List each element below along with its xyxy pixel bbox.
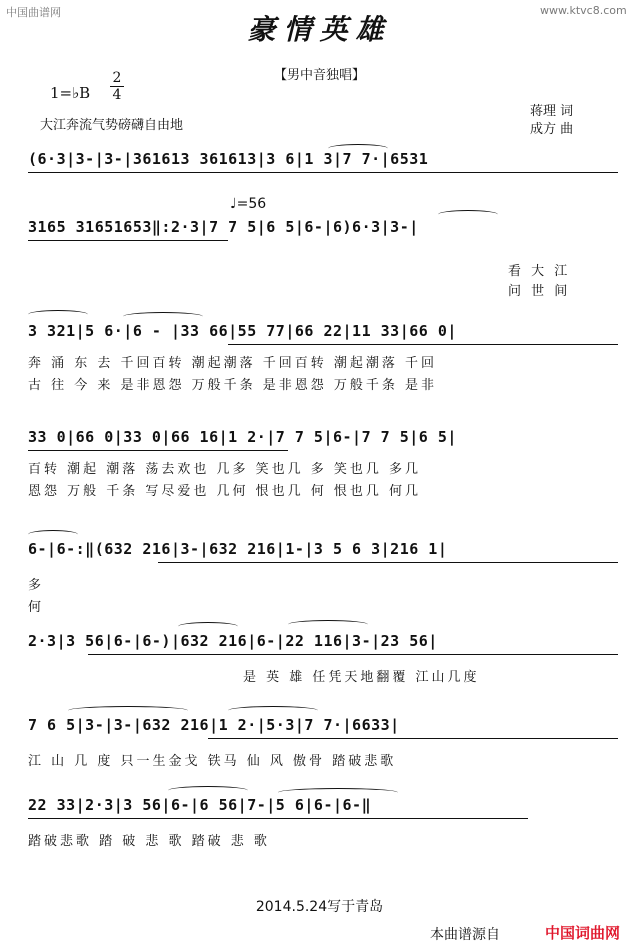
notation-line: 22 33|2·3|3 56|6-|6 56|7-|5 6|6-|6-‖ xyxy=(28,796,372,814)
lyric-verse-1: 是 英 雄 任凭天地翻覆 江山几度 xyxy=(243,670,480,685)
meter-top: 2 xyxy=(112,70,122,86)
lyric-verse-2: 恩怨 万般 千条 写尽爱也 几何 恨也几 何 恨也几 何几 xyxy=(28,484,422,499)
lyric-verse-1: 百转 潮起 潮落 荡去欢也 几多 笑也几 多 笑也几 多几 xyxy=(28,462,422,477)
lyric-verse-2: 何 xyxy=(28,600,45,615)
score-system-5 xyxy=(28,540,618,615)
score-system-3 xyxy=(28,322,618,393)
score-system-1 xyxy=(28,150,618,168)
notation-line: 2·3|3 56|6-|6-)|632 216|6-|22 116|3-|23 56| xyxy=(28,632,438,650)
brand-link[interactable]: 中国词曲网 xyxy=(545,924,621,942)
notation-line: 33 0|66 0|33 0|66 16|1 2·|7 7 5|6-|7 7 5|6 5| xyxy=(28,428,457,446)
notation-line: 3 321|5 6·|6 - |33 66|55 77|66 22|11 33|66 0| xyxy=(28,322,457,340)
watermark-right: www.ktvc8.com xyxy=(540,4,627,17)
lyric-verse-1: 江 山 几 度 只一生金戈 铁马 仙 风 傲骨 踏破悲歌 xyxy=(28,754,397,769)
lyric-verse-1: 奔 涌 东 去 千回百转 潮起潮落 千回百转 潮起潮落 千回 xyxy=(28,356,438,371)
notation-line: 3165 31651653‖:2·3|7 7 5|6 5|6-|6)6·3|3-| xyxy=(28,218,419,236)
watermark-left: 中国曲谱网 xyxy=(6,6,61,19)
lyric-verse-1: 踏破悲歌 踏 破 悲 歌 踏破 悲 歌 xyxy=(28,834,270,849)
source-label: 本曲谱源自 xyxy=(430,927,500,943)
key-signature: 1=♭B xyxy=(50,84,91,102)
meter-bottom: 4 xyxy=(110,86,124,103)
score-system-4 xyxy=(28,428,618,499)
score-system-2 xyxy=(28,218,618,299)
lyric-verse-1: 看 大 江 xyxy=(508,264,571,279)
composer-credit: 成方 曲 xyxy=(530,122,574,137)
notation-line: (6·3|3-|3-|361613 361613|3 6|1 3|7 7·|6531 xyxy=(28,150,429,168)
time-signature xyxy=(110,70,124,103)
score-system-7 xyxy=(28,716,618,769)
lyric-verse-2: 问 世 间 xyxy=(508,284,571,299)
lyric-verse-2: 古 往 今 来 是非恩怨 万般千条 是非恩怨 万般千条 是非 xyxy=(28,378,438,393)
tempo-marking: ♩=56 xyxy=(230,196,267,212)
notation-line: 6-|6-:‖(632 216|3-|632 216|1-|3 5 6 3|216 1| xyxy=(28,540,448,558)
song-title: 豪情英雄 xyxy=(247,13,392,46)
composition-date: 2014.5.24写于青岛 xyxy=(255,899,384,915)
notation-line: 7 6 5|3-|3-|632 216|1 2·|5·3|7 7·|6633| xyxy=(28,716,400,734)
lyricist-credit: 蒋理 词 xyxy=(530,104,574,119)
song-subtitle: 【男中音独唱】 xyxy=(273,68,365,83)
score-system-8 xyxy=(28,796,618,849)
lyric-verse-1: 多 xyxy=(28,578,45,593)
performance-note: 大江奔流气势磅礴自由地 xyxy=(40,118,184,133)
score-system-6 xyxy=(28,632,618,685)
